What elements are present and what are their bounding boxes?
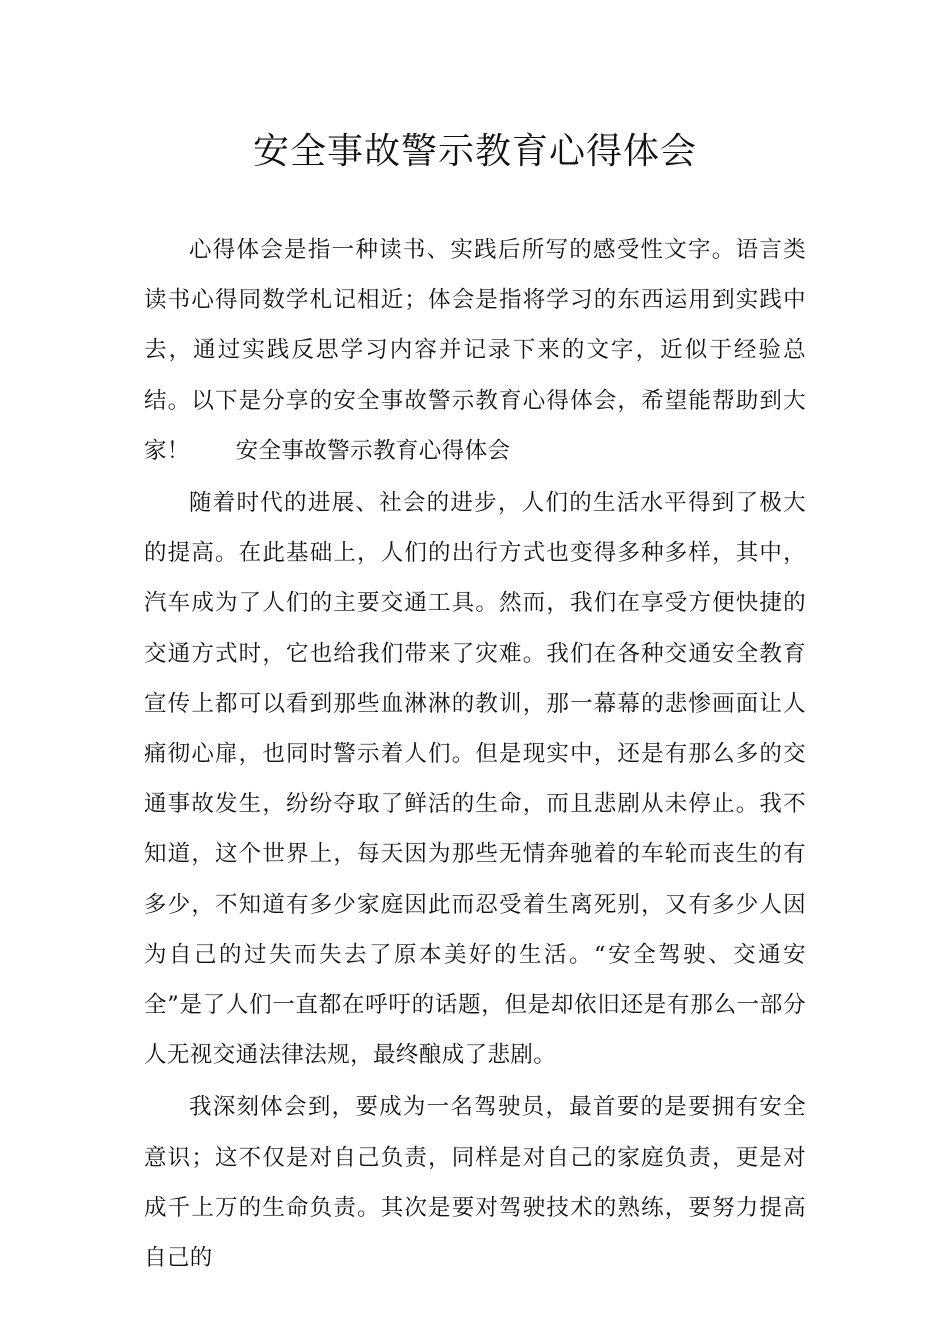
paragraph-intro: 心得体会是指一种读书、实践后所写的感受性文字。语言类读书心得同数学札记相近；体会是指将学习的东西运用到实践中去，通过实践反思学习内容并记录下来的文字，近似于经验总结。以下是分享的安全事故警示教育心得体会，希望能帮助到大家！ 安全事故警示教育心得体会 <box>144 237 806 464</box>
document-title: 安全事故警示教育心得体会 <box>252 131 697 172</box>
paragraph-reflection: 我深刻体会到，要成为一名驾驶员，最首要的是要拥有安全意识；这不仅是对自己负责，同样是对自己的家庭负责，更是对成千上万的生命负责。其次是要对驾驶技术的熟练，要努力提高自己的 <box>144 1094 806 1272</box>
paragraph-main: 随着时代的进展、社会的进步，人们的生活水平得到了极大的提高。在此基础上，人们的出行方式也变得多种多样，其中，汽车成为了人们的主要交通工具。然而，我们在享受方便快捷的交通方式时，它也给我们带来了灾难。我们在各种交通安全教育宣传上都可以看到那些血淋淋的教训，那一幕幕的悲惨画面让人痛彻心扉，也同时警示着人们。但是现实中，还是有那么多的交通事故发生，纷纷夺取了鲜活的生命，而且悲剧从未停止。我不知道，这个世界上，每天因为那些无情奔驰着的车轮而丧生的有多少，不知道有多少家庭因此而忍受着生离死别，又有多少人因为自己的过失而失去了原本美好的生活。“安全驾驶、交通安全”是了人们一直都在呼吁的话题，但是却依旧还是有那么一部分人无视交通法律法规，最终酿成了悲剧。 <box>144 490 806 1069</box>
document-body <box>144 225 806 1285</box>
